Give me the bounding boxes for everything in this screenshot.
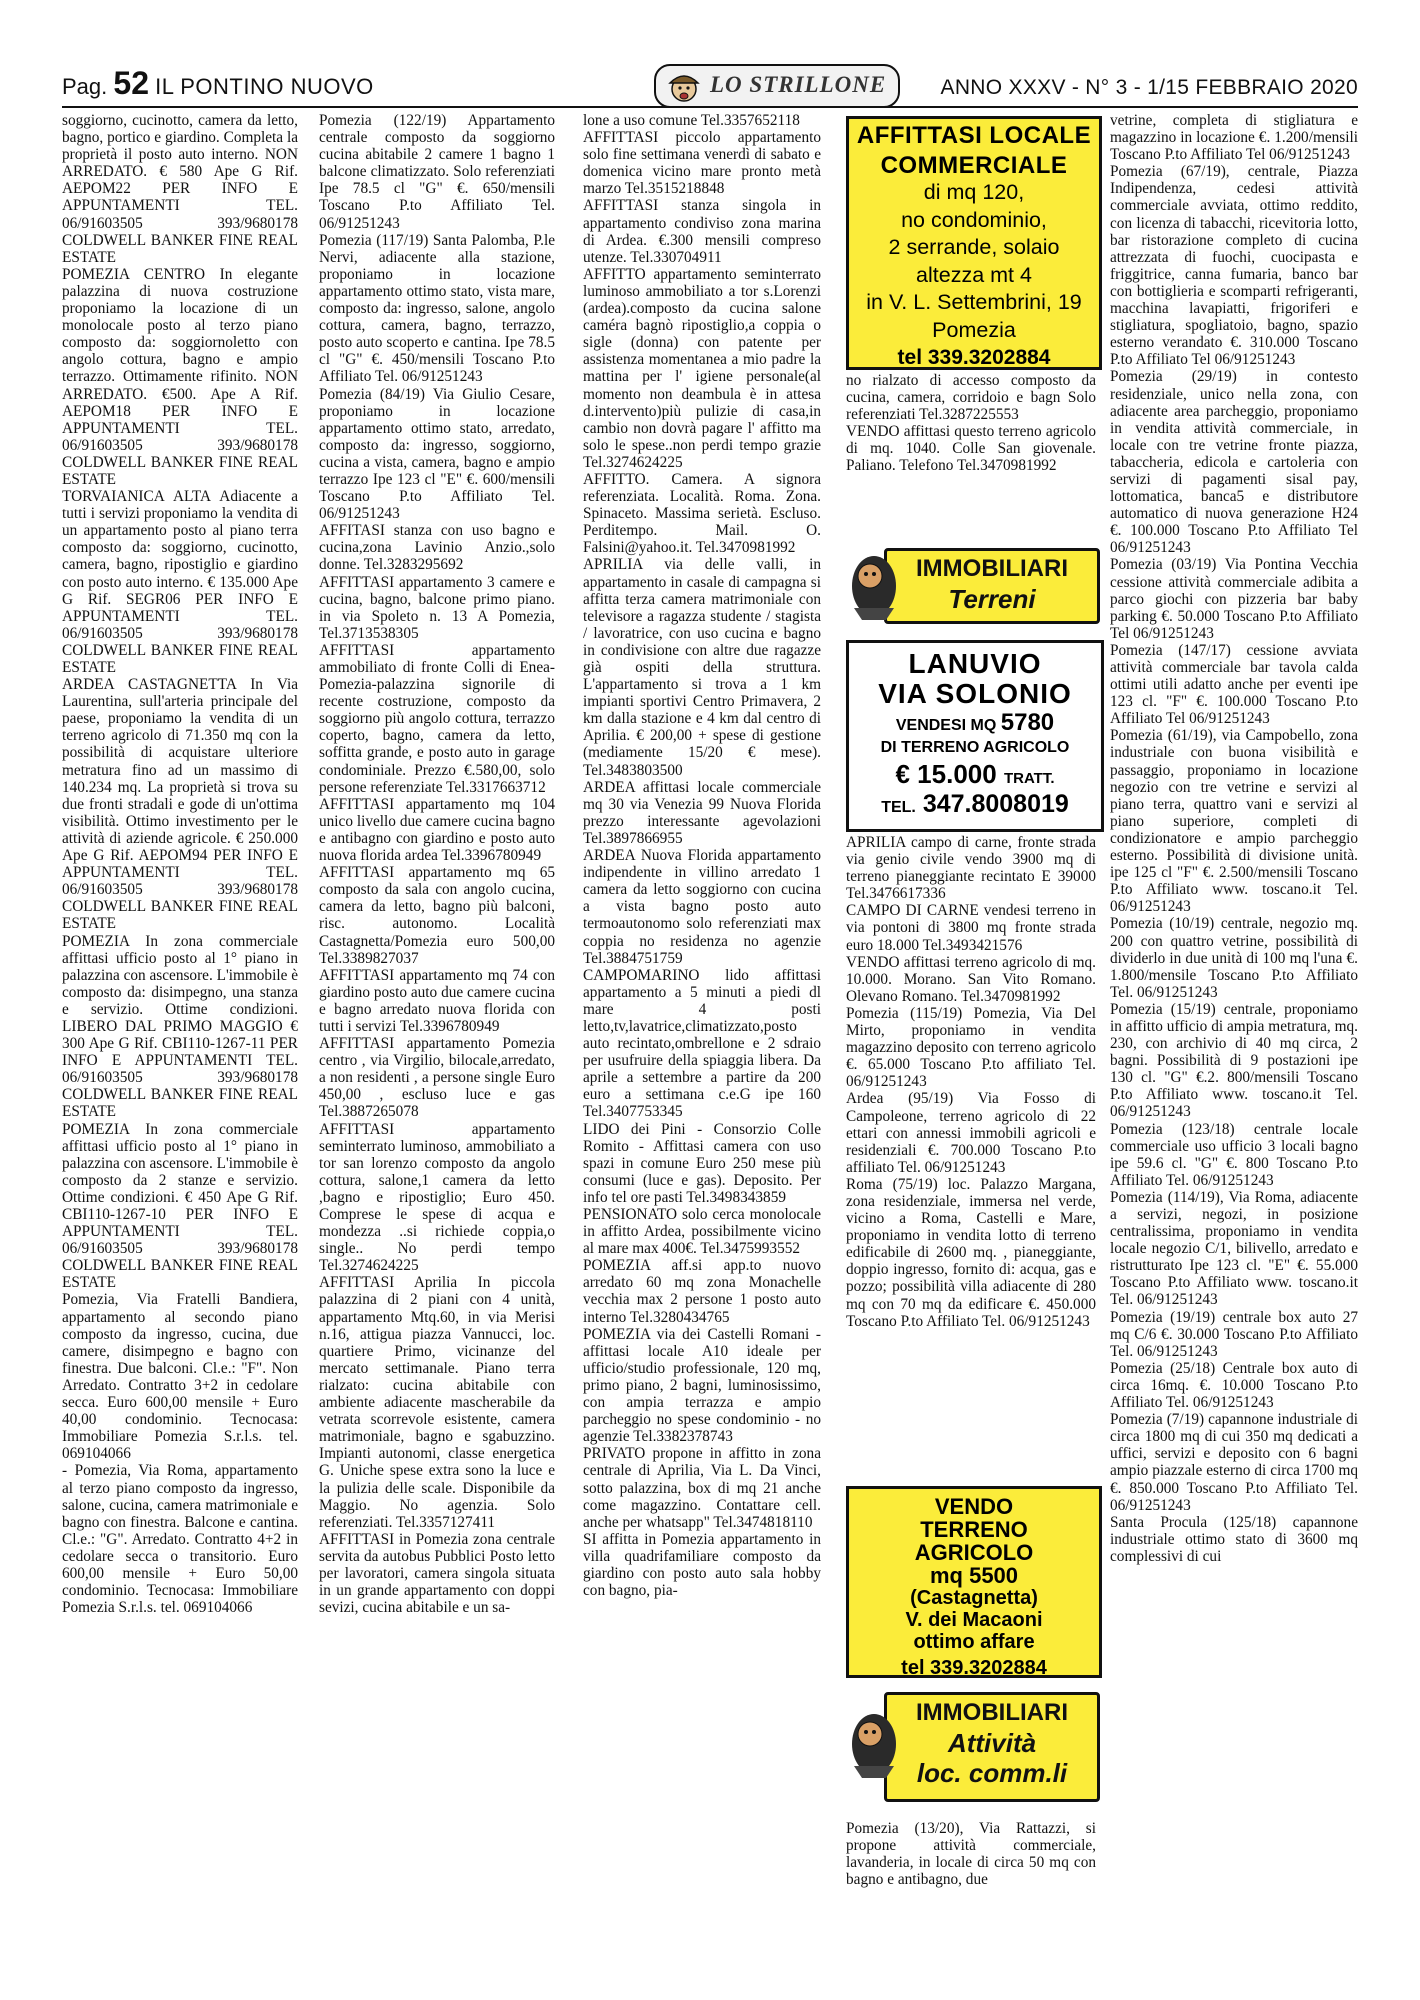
classified-ad: AFFITTASI appartamento 3 camere e cucina, bagno, balcone primo piano. in via Spoleto n. 13 A Pomezia, Tel.3713538305 — [319, 573, 555, 642]
mascot-icon — [846, 546, 904, 622]
pag-prefix: Pag. — [62, 74, 108, 99]
issue-info: ANNO XXXV - N° 3 - 1/15 FEBBRAIO 2020 — [940, 76, 1358, 99]
classified-ad: AFFITTASI appartamento mq 74 con giardino posto auto due camere cucina e bagno arredato nuova florida con tutti i servizi Tel.3396780949 — [319, 966, 555, 1035]
classified-ad: Pomezia (19/19) centrale box auto 27 mq C/6 €. 30.000 Toscano P.to Affiliato Tel. 06/91251243 — [1110, 1308, 1358, 1360]
classified-ad: Ardea (95/19) Via Fosso di Campoleone, terreno agricolo di 22 ettari con annessi immobili agricoli e residenziali €. 700.000 Toscano P.to affiliato Tel. 06/91251243 — [846, 1090, 1096, 1176]
classified-ad: Pomezia (61/19), via Campobello, zona industriale con buona visibilità e passaggio, proponiamo in locazione negozio con tre vetrine e servizi al piano terra, quattro vani e servizi al piano superiore, completi di condizionatore e ampio parcheggio esterno. Possibilità di divisione unità. ipe 125 cl "F" €. 2.500/mensili Toscano P.to Affiliato www. toscano.it Tel. 06/91251243 — [1110, 727, 1358, 916]
ad-vendesi: VENDESI MQ — [895, 717, 997, 734]
classified-ad: Pomezia (25/18) Centrale box auto di circa 16mq. €. 10.000 Toscano P.to Affiliato Tel. 06/91251243 — [1110, 1359, 1358, 1412]
classified-ad: AFFITTO. Camera. A signora referenziata. Località. Roma. Zona. Spinaceto. Massima serietà. Escluso. Perditempo. Mail. O. Falsini@yahoo.it. Tel.3470981992 — [583, 470, 821, 557]
classifieds-column-2 — [319, 112, 555, 1616]
classified-ad: Pomezia (03/19) Via Pontina Vecchia cessione attività commerciale adibita a parco giochi con pizzeria bar baby parking €. 50.000 Toscano P.to Affiliato Tel 06/91251243 — [1110, 556, 1358, 642]
classified-ad: POMEZIA CENTRO In elegante palazzina di nuova costruzione proponiamo la locazione di un monolocale posto al terzo piano composto da: soggiornoletto con angolo cottura, bagno e ampio terrazzo. Ottimamente rifinito. NON ARREDATO. €500. Ape A Rif. AEPOM18 PER INFO E APPUNTAMENTI TEL. 06/91603505 393/9680178 COLDWELL BANKER FINE REAL ESTATE — [62, 265, 298, 488]
classified-ad: Pomezia (123/18) centrale locale commerciale uso ufficio 3 locali bagno ipe 59.6 cl. "G" €. 800 Toscano P.to Affiliato Tel. 06/91251243 — [1110, 1120, 1358, 1189]
classified-ad: AFFITTASI appartamento ammobiliato di fronte Colli di Enea- Pomezia-palazzina signorile di recente costruzione, composto da soggiorno più angolo cottura, terrazzo coperto, bagno, camera da letto, soffitta grande, e posto auto in garage condominiale. Prezzo €.580,00, solo persone referenziate Tel.3317663712 — [319, 641, 555, 796]
ad-price — [849, 759, 1101, 790]
classified-ad: POMEZIA In zona commerciale affittasi ufficio posto al 1° piano in palazzina con ascensore. L'immobile è composto da 2 stanze e servizio. Ottime condizioni. € 450 Ape G Rif. CBI110-1267-10 PER INFO E APPUNTAMENTI TEL. 06/91603505 393/9680178 COLDWELL BANKER FINE REAL ESTATE — [62, 1120, 298, 1292]
classified-ad: Pomezia (13/20), Via Rattazzi, si propone attività commerciale, lavanderia, in locale di circa 50 mq con bagno e antibagno, due — [846, 1820, 1096, 1889]
classified-ad: - Pomezia, Via Roma, appartamento al terzo piano composto da ingresso, salone, cucina, camera matrimoniale e bagno con finestra. Balcone e cantina. Cl.e.: "G". Arredato. Contratto 4+2 in cedolare secca o transitorio. Euro 600,00 mensile + Euro 50,00 condominio. Tecnocasa: Immobiliare Pomezia S.r.l.s. tel. 069104066 — [62, 1462, 298, 1617]
section-subtitle: loc. comm.li — [916, 1758, 1068, 1788]
classified-ad: ARDEA affittasi locale commerciale mq 30 via Venezia 99 Nuova Florida prezzo interessante agevolazioni Tel.3897866955 — [583, 778, 821, 847]
newspaper-name: IL PONTINO NUOVO — [155, 74, 374, 99]
classified-ad: AFFITTASI Aprilia In piccola palazzina di 2 piani con 4 unità, appartamento Mtq.60, in via Merisi n.16, attigua piazza Vannucci, loc. quartiere Primo, vicinanze del mercato settimanale. Piano terra rialzato: cucina abitabile con ambiente adiacente mascherabile da vetrata scorrevole esistente, camera matrimoniale, bagno e sgabuzzino. Impianti autonomi, classe energetica G. Uniche spese extra sono la luce e la pulizia delle scale. Disponibile da Maggio. No agenzia. Solo referenziati. Tel.3357127411 — [319, 1274, 555, 1531]
ad-vendo-terreno — [846, 1486, 1102, 1678]
classified-ad: POMEZIA aff.si app.to nuovo arredato 60 mq zona Monachelle vecchia max 2 persone 1 posto auto interno Tel.3280434765 — [583, 1257, 821, 1326]
ad-title: AGRICOLO — [914, 1540, 1034, 1565]
ad-title: AFFITTASI LOCALE — [856, 122, 1092, 149]
ad-tel-label: TEL. — [881, 799, 916, 816]
classified-ad: AFFITTASI appartamento mq 65 composto da sala con angolo cucina, camera da letto, bagno più balconi, risc. autonomo. Località Castagnetta/Pomezia euro 500,00 Tel.3389827037 — [319, 864, 555, 967]
ad-title: mq 5500 — [929, 1563, 1019, 1588]
section-banner — [884, 1692, 1100, 1802]
classifieds-column-5 — [1110, 112, 1358, 1565]
classified-ad: TORVAIANICA ALTA Adiacente a tutti i servizi proponiamo la vendita di un appartamento posto al piano terra composto da: soggiorno, cucinotto, camera, bagno, ripostiglio e giardino con posto auto interno. € 135.000 Ape G Rif. SEGR06 PER INFO E APPUNTAMENTI TEL. 06/91603505 393/9680178 COLDWELL BANKER FINE REAL ESTATE — [62, 488, 298, 676]
section-title: IMMOBILIARI — [916, 555, 1068, 582]
section-banner — [884, 548, 1100, 624]
classified-ad: vetrine, completa di stigliatura e magazzino in locazione €. 1.200/mensili Toscano P.to Affiliato Tel 06/91251243 — [1110, 112, 1358, 164]
classified-ad: LIDO dei Pini - Consorzio Colle Romito - Affittasi camera con uso spazi in comune Euro 250 mese più consumi (luce e gas). Deposito. Per info tel ore pasti Tel.3498343859 — [583, 1120, 821, 1206]
classified-ad: Pomezia (29/19) in contesto residenziale, unico nella zona, con adiacente area parcheggio, proponiamo in vendita attività commerciale, in locale con tre vetrine fronte piazza, tabaccheria, edicola e cartoleria con servizi di pagamenti sisal pay, lottomatica, banca5 e distributore automatico di nuova generazione H24 €. 100.000 Toscano P.to Affiliato Tel 06/91251243 — [1110, 368, 1358, 557]
ad-title: LANUVIO — [908, 648, 1042, 679]
logo-text: LO STRILLONE — [710, 72, 887, 97]
classified-ad: AFFITTO appartamento seminterrato luminoso ammobiliato a tor s.Lorenzi (ardea).composto da cucina salone caméra bagnò ripostiglio,a coppia o sigle (donna) con patente per assistenza momentanea a mio padre la mattina per l' igiene personale(al momento non deambula è in attesa d.intervento)più pulizie di casa,in cambio non dovrà pagare l' affitto ma solo le spese..non perdi tempo grazie Tel.3274624225 — [583, 265, 821, 471]
classified-ad: AFFITASI stanza con uso bagno e cucina,zona Lavinio Anzio.,solo donne. Tel.3283295692 — [319, 522, 555, 574]
ad-title: TERRENO — [920, 1517, 1028, 1542]
section-subtitle: Attività — [947, 1728, 1037, 1758]
classified-ad: APRILIA via delle valli, in appartamento in casale di campagna si affitta terza camera matrimoniale con televisore a ragazza studente / stagista / lavoratrice, con uso cucina e bagno in condivisione con altre due ragazze già ospiti della struttura. L'appartamento si trova a 1 km impianti sportivi Centro Primavera, 2 km dalla stazione e 4 km dal centro di Aprilia. € 200,00 + spese di gestione (mediamente 15/20 € mese). Tel.3483803500 — [583, 556, 821, 779]
classified-ad: Pomezia (7/19) capannone industriale di circa 1800 mq di cui 350 mq dedicati a uffici, servizi e deposito con 6 bagni ampio piazzale esterno di circa 1700 mq €. 850.000 Toscano P.to Affiliato Tel. 06/91251243 — [1110, 1411, 1358, 1514]
classified-ad: AFFITTASI piccolo appartamento solo fine settimana venerdì di sabato e domenica vicino mare pronto metà marzo Tel.3515218848 — [583, 129, 821, 198]
classified-ad: Pomezia (122/19) Appartamento centrale composto da soggiorno cucina abitabile 2 camere 1 bagno 1 balcone climatizzato. Solo referenziati Ipe 78.5 cl "G" €. 650/mensili Toscano P.to Affiliato Tel. 06/91251243 — [319, 112, 555, 232]
classified-ad: VENDO affittasi terreno agricolo di mq. 10.000. Morano. San Vito Romano. Olevano Romano. Tel.3470981992 — [846, 953, 1096, 1005]
classified-ad: Pomezia (117/19) Santa Palomba, P.le Nervi, adiacente alla stazione, proponiamo in locazione appartamento ottimo stato, vista mare, composto da: ingresso, salone, angolo cottura, camera, bagno, terrazzo, posto auto scoperto e cantina. Ipe 78.5 cl "G" €. 450/mensili Toscano P.to Affiliato Tel. 06/91251243 — [319, 231, 555, 386]
classified-ad: ARDEA Nuova Florida appartamento indipendente in villino arredato 1 camera da letto soggiorno con cucina a vista bagno posto auto termoautonomo solo referenziati max coppia no residenza no agenzie Tel.3884751759 — [583, 847, 821, 967]
ad-price-value: € 15.000 — [895, 759, 997, 789]
classifieds-column-1 — [62, 112, 298, 1616]
ad-line: DI TERRENO AGRICOLO — [880, 739, 1070, 756]
ad-line: V. dei Macaoni — [905, 1609, 1043, 1631]
ad-phone — [849, 790, 1101, 819]
classified-ad: Pomezia (10/19) centrale, negozio mq. 200 con quattro vetrine, possibilità di dividerlo in due unità di 100 mq l'una €. 1.800/mensile Toscano P.to Affiliato Tel. 06/91251243 — [1110, 915, 1358, 1001]
newsboy-icon — [664, 69, 704, 103]
ad-phone: tel 339.3202884 — [897, 346, 1051, 369]
classified-ad: AFFITTASI appartamento seminterrato luminoso, ammobiliato a tor san lorenzo composto da angolo cottura, salone,1 camera da letto ,bagno e ripostiglio; Euro 450. Comprese le spese di acqua e mondezza ..si richiede coppia,o single.. No perdi tempo Tel.3274624225 — [319, 1120, 555, 1275]
classified-ad: POMEZIA via dei Castelli Romani - affittasi locale A10 ideale per ufficio/studio professionale, 120 mq, primo piano, 2 bagni, luminosissimo, con ampia terrazza e ampio parcheggio no spese condominio - no agenzie Tel.3382378743 — [583, 1325, 821, 1446]
ad-mq: 5780 — [1000, 709, 1055, 736]
classified-ad: SI affitta in Pomezia appartamento in villa quadrifamiliare composto da giardino con posto auto sala hobby con bagno, pia- — [583, 1530, 821, 1600]
ad-line: in V. L. Settembrini, 19 — [866, 290, 1082, 314]
classified-ad: lone a uso comune Tel.3357652118 — [583, 112, 800, 129]
ad-line: altezza mt 4 — [916, 262, 1032, 287]
classified-ad: no rialzato di accesso composto da cucina, camera, corridoio e bagn Solo referenziati Tel.3287225553 — [846, 372, 1096, 424]
page-number: 52 — [113, 65, 149, 101]
classified-ad: APRILIA campo di carne, fronte strada via genio civile vendo 3900 mq di terreno pianeggiante recintato E 39000 Tel.3476617336 — [846, 834, 1096, 903]
ad-affittasi-locale — [846, 116, 1102, 370]
ad-line: di mq 120, — [923, 180, 1025, 204]
classified-ad: AFFITTASI appartamento mq 104 unico livello due camere cucina bagno e antibagno con giardino e posto auto nuova florida ardea Tel.3396780949 — [319, 795, 555, 865]
classified-ad: ARDEA CASTAGNETTA In Via Laurentina, sull'arteria principale del paese, proponiamo la vendita di un terreno agricolo di 71.350 mq con la possibilità di acquistare ulteriore metratura fino ad un massimo di 140.234 mq. La proprietà si trova su due fronti stradali e gode di un'ottima visibilità. Ottimo investimento per le attività di aziende agricole. € 250.000 Ape G Rif. AEPOM94 PER INFO E APPUNTAMENTI TEL. 06/91603505 393/9680178 COLDWELL BANKER FINE REAL ESTATE — [62, 676, 298, 933]
classified-ad: VENDO affittasi questo terreno agricolo di mq. 1040. Colle San giovenale. Paliano. Telefono Tel.3470981992 — [846, 423, 1096, 475]
ad-title: VENDO — [934, 1494, 1014, 1519]
classified-ad: Pomezia (147/17) cessione avviata attività commerciale bar tavola calda ottimi utili adatto anche per eventi ipe 123 cl. "F" €. 100.000 Toscano P.to Affiliato Tel 06/91251243 — [1110, 641, 1358, 728]
classifieds-column-4-top — [846, 372, 1096, 475]
classified-ad: POMEZIA In zona commerciale affittasi ufficio posto al 1° piano in palazzina con ascensore. L'immobile è composto da: disimpegno, una stanza e servizio. Ottime condizioni. LIBERO DAL PRIMO MAGGIO € 300 Ape G Rif. CBI110-1267-11 PER INFO E APPUNTAMENTI TEL. 06/91603505 393/9680178 COLDWELL BANKER FINE REAL ESTATE — [62, 932, 298, 1121]
classified-ad: Pomezia (84/19) Via Giulio Cesare, proponiamo in locazione appartamento ottimo stato, arredato, composto da: ingresso, soggiorno, cucina a vista, camera, bagno e ampio terrazzo Ipe 123 cl "E" €. 600/mensili Toscano P.to Affiliato Tel. 06/91251243 — [319, 385, 555, 523]
classified-ad: Pomezia, Via Fratelli Bandiera, appartamento al secondo piano composto da ingresso, cucina, due camere, disimpegno e bagno con finestra. Due balconi. Cl.e.: "F". Non Arredato. Contratto 3+2 in cedolare secca. Euro 600,00 mensile + Euro 40,00 condominio. Tecnocasa: Immobiliare Pomezia S.r.l.s. tel. 069104066 — [62, 1291, 298, 1463]
classified-ad: PRIVATO propone in affitto in zona centrale di Aprilia, Via L. Da Vinci, sotto palazzina, box di mq 21 anche come magazzino. Contattare cell. anche per whatsapp" Tel.3474818110 — [583, 1445, 821, 1531]
ad-line: ottimo affare — [913, 1631, 1035, 1653]
ad-line — [849, 709, 1101, 737]
strillone-logo — [654, 64, 900, 108]
page-header — [62, 60, 1358, 108]
classifieds-column-4-bottom — [846, 1820, 1096, 1888]
classified-ad: CAMPOMARINO lido affittasi appartamento a 5 minuti a piedi dl mare 4 posti letto,tv,lavatrice,climatizzato,posto auto recintato,ombrellone e 2 sdraio per usufruire della spiaggia libera. Da aprile a settembre a partire da 200 euro a settimana c.e.G ipe 160 Tel.3407753345 — [583, 966, 821, 1121]
classified-ad: CAMPO DI CARNE vendesi terreno in via pontoni di 3800 mq fronte strada euro 18.000 Tel.3493421576 — [846, 902, 1096, 954]
classified-ad: AFFITTASI in Pomezia zona centrale servita da autobus Pubblici Posto letto per lavoratori, camera singola situata in un grande appartamento con doppi sevizi, cucina abitabile e un sa- — [319, 1530, 555, 1617]
classified-ad: Roma (75/19) loc. Palazzo Margana, zona residenziale, immersa nel verde, vicino a Roma, Castelli e Mare, proponiamo in vendita lotto di terreno edificabile di 2600 mq. , pianeggiante, doppio ingresso, fornito di: acqua, gas e pozzo; possibilità villa adiacente di 280 mq con 70 mq da edificare €. 450.000 Toscano P.to Affiliato Tel. 06/91251243 — [846, 1175, 1096, 1330]
ad-line: Pomezia — [932, 317, 1016, 342]
section-subtitle: Terreni — [948, 584, 1036, 614]
classified-ad: AFFITTASI appartamento Pomezia centro , via Virgilio, bilocale,arredato, a non residenti , a persone single Euro 450,00 , escluso luce e gas Tel.3887265078 — [319, 1035, 555, 1121]
section-header-attivita — [846, 1684, 1102, 1802]
classified-ad: AFFITTASI stanza singola in appartamento condiviso zona marina di Ardea. €.300 mensili compreso utenze. Tel.330704911 — [583, 197, 821, 266]
ad-title: VIA SOLONIO — [878, 678, 1072, 709]
ad-tratt: TRATT. — [1003, 770, 1055, 787]
classified-ad: soggiorno, cucinotto, camera da letto, bagno, portico e giardino. Completa la proprietà il posto auto interno. NON ARREDATO. € 580 Ape G Rif. AEPOM22 PER INFO E APPUNTAMENTI TEL. 06/91603505 393/9680178 COLDWELL BANKER FINE REAL ESTATE — [62, 112, 298, 266]
ad-lanuvio — [846, 640, 1104, 832]
ad-tel-number: 347.8008019 — [922, 790, 1069, 818]
page-label — [62, 65, 374, 102]
mascot-icon — [846, 1704, 904, 1780]
classified-ad: Santa Procula (125/18) capannone industriale ottimo stato di 3600 mq complessivi di cui — [1110, 1513, 1358, 1565]
ad-line: (Castagnetta) — [910, 1587, 1038, 1609]
classified-ad: Pomezia (15/19) centrale, proponiamo in affitto ufficio di ampia metratura, mq. 230, con archivio di 40 mq circa, 2 bagni. Possibilità di 9 postazioni ipe 130 cl. "G" €.2. 800/mensili Toscano P.to Affiliato www. toscano.it Tel. 06/91251243 — [1110, 1000, 1358, 1121]
classified-ad: Pomezia (67/19), centrale, Piazza Indipendenza, cedesi attività commerciale avviata, ottimo reddito, con licenza di tabacchi, ricevitoria lotto, bar ristorazione completo di cucina attrezzata di fuochi, cuocipasta e friggitrice, canna fumaria, banco bar con bottiglieria e scomparti refrigeranti, macchina lavapiatti, frigoriferi e stigliatura, spogliatoio, bagno, spazio esterno verandato €. 310.000 Toscano P.to Affiliato Tel 06/91251243 — [1110, 163, 1358, 369]
classifieds-column-3 — [583, 112, 821, 1599]
classified-ad: Pomezia (114/19), Via Roma, adiacente a servizi, negozi, in posizione centralissima, proponiamo in vendita locale negozio C/1, bilivello, arredato e ristrutturato Ipe 123 cl. "E" €. 55.000 Toscano P.to Affiliato www. toscano.it Tel. 06/91251243 — [1110, 1188, 1358, 1309]
classified-ad: PENSIONATO solo cerca monolocale in affitto Ardea, possibilmente vicino al mare max 400€. Tel.3475993552 — [583, 1206, 821, 1258]
ad-line: 2 serrande, solaio — [888, 235, 1060, 259]
ad-line: no condominio, — [901, 207, 1047, 232]
ad-title: COMMERCIALE — [880, 152, 1068, 179]
ad-phone: tel 339.3202884 — [901, 1657, 1047, 1678]
section-header-terreni — [846, 540, 1102, 624]
classified-ad: Pomezia (115/19) Pomezia, Via Del Mirto, proponiamo in vendita magazzino deposito con terreno agricolo €. 65.000 Toscano P.to affiliato Tel. 06/91251243 — [846, 1004, 1096, 1091]
classifieds-column-4-mid — [846, 834, 1096, 1330]
section-title: IMMOBILIARI — [916, 1699, 1068, 1726]
